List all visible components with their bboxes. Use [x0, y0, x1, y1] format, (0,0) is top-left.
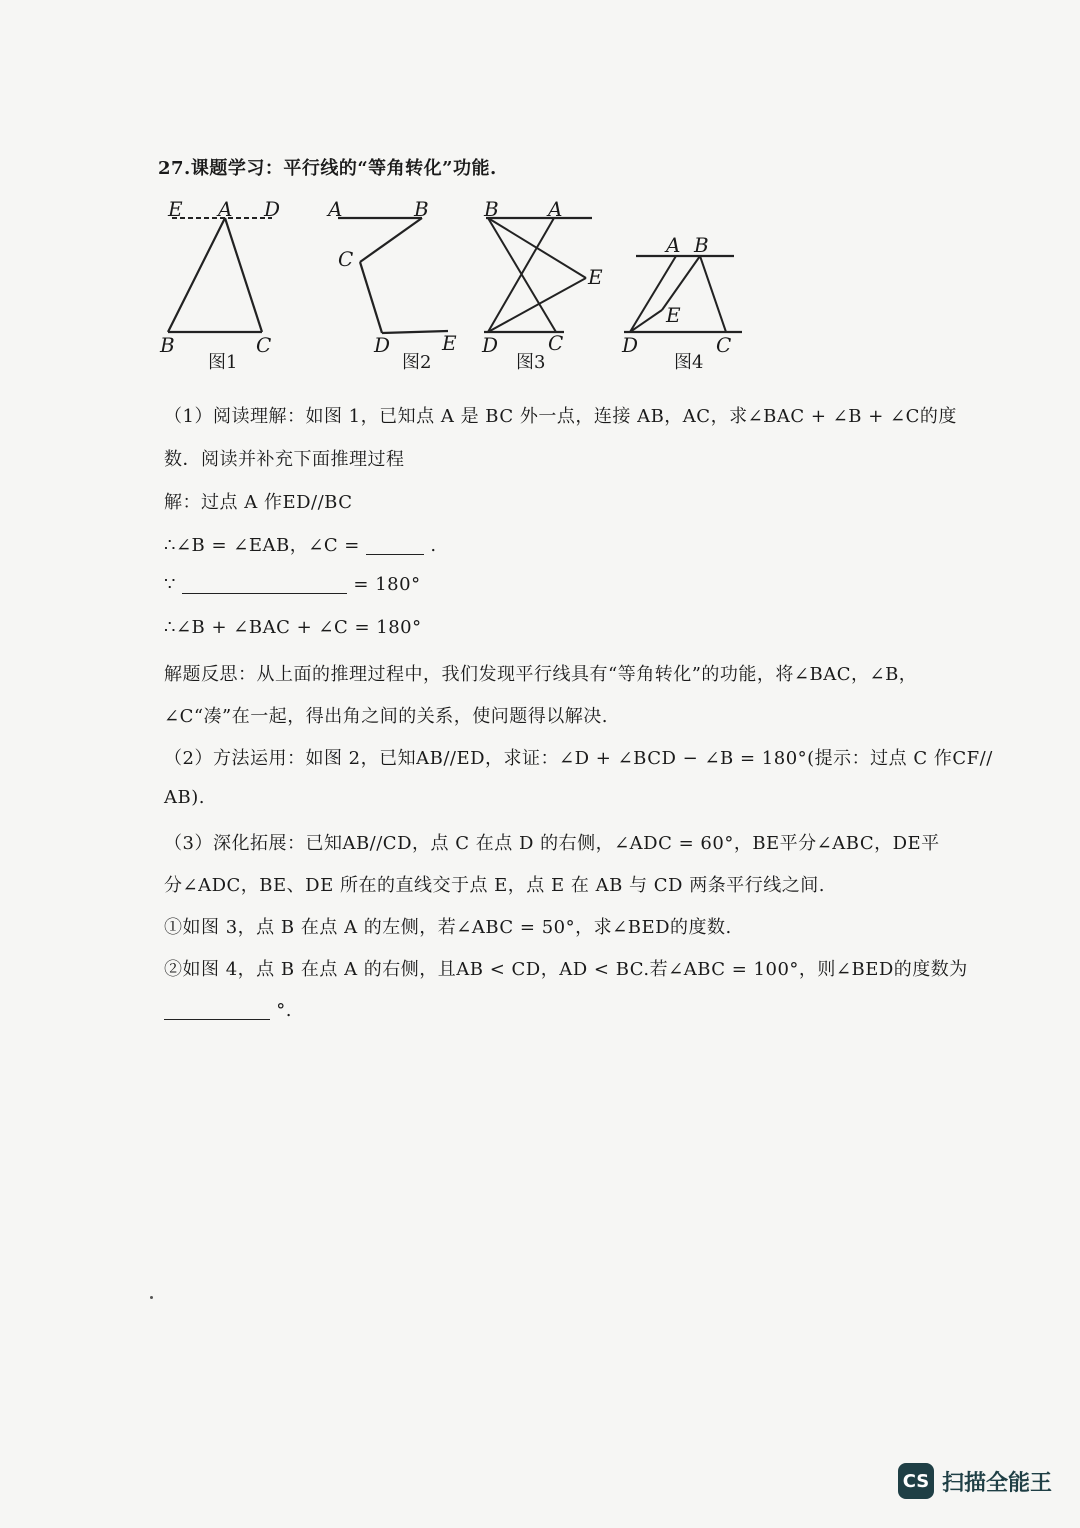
part3-line2: 分∠ADC，BE、DE 所在的直线交于点 E，点 E 在 AB 与 CD 两条平行线之间.: [164, 875, 825, 896]
solution-line4: ∴∠B + ∠BAC + ∠C = 180°: [164, 617, 422, 638]
fig4-label-E: E: [666, 303, 681, 327]
fig4-line-BE: [662, 256, 700, 310]
fig3-label-D: D: [482, 333, 499, 357]
fig1-label-C: C: [256, 333, 272, 357]
fig1-caption: 图1: [208, 352, 238, 373]
camscanner-logo: CS: [898, 1463, 934, 1499]
fig3-label-E: E: [588, 265, 603, 289]
fig1-label-A: A: [218, 197, 233, 221]
fig3-label-B: B: [484, 197, 499, 221]
fig4-label-D: D: [622, 333, 639, 357]
fig1-line-AB: [168, 218, 225, 332]
fig4-label-A: A: [666, 233, 681, 257]
solution-line3-end: = 180°: [353, 574, 421, 595]
fig3-label-A: A: [548, 197, 563, 221]
solution-line2-text: ∴∠B = ∠EAB，∠C =: [164, 535, 360, 556]
answer-blank-sum[interactable]: [182, 575, 347, 594]
figure-2: [326, 197, 457, 373]
part2-line1: （2）方法运用：如图 2，已知AB//ED，求证：∠D + ∠BCD − ∠B = 180°(提示：过点 C 作CF//: [164, 748, 993, 769]
fig1-label-B: B: [160, 333, 175, 357]
fig2-line-CD: [360, 262, 382, 333]
reflection-line1: 解题反思：从上面的推理过程中，我们发现平行线具有“等角转化”的功能，将∠BAC，∠B，: [164, 664, 918, 685]
fig2-line-BC: [360, 218, 422, 262]
fig1-label-D: D: [264, 197, 281, 221]
subquestion-1: ①如图 3，点 B 在点 A 的左侧，若∠ABC = 50°，求∠BED的度数.: [164, 917, 732, 938]
fig2-label-B: B: [414, 197, 429, 221]
solution-line1: 解：过点 A 作ED//BC: [164, 492, 353, 513]
watermark-text: 扫描全能王: [942, 1470, 1053, 1496]
fig1-line-AC: [225, 218, 262, 332]
fig2-caption: 图2: [402, 352, 432, 373]
fig2-label-E: E: [442, 331, 457, 355]
fig2-label-C: C: [338, 247, 354, 271]
fig4-caption: 图4: [674, 352, 704, 373]
fig3-caption: 图3: [516, 352, 546, 373]
part1-line2: 数．阅读并补充下面推理过程: [164, 449, 405, 470]
fig4-label-C: C: [716, 333, 732, 357]
question-title: 27.课题学习：平行线的“等角转化”功能.: [158, 158, 497, 179]
fig3-label-C: C: [548, 331, 564, 355]
fig4-line-DE: [630, 310, 662, 332]
solution-line3-because: ∵: [164, 574, 176, 595]
degree-suffix: °.: [276, 1000, 292, 1021]
scanner-watermark: [898, 1463, 1052, 1499]
fig2-label-D: D: [374, 333, 391, 357]
solution-line3: [164, 574, 421, 595]
answer-blank-angle-c[interactable]: [366, 536, 424, 555]
part1-line1: （1）阅读理解：如图 1，已知点 A 是 BC 外一点，连接 AB，AC，求∠BAC + ∠B + ∠C的度: [164, 406, 957, 427]
figure-1: [159, 197, 280, 373]
figure-4: [621, 233, 742, 373]
fig2-label-A: A: [328, 197, 343, 221]
subquestion-2-answer: [164, 1000, 292, 1021]
fig1-label-E: E: [168, 197, 183, 221]
part2-line2: AB).: [164, 787, 205, 808]
reflection-line2: ∠C“凑”在一起，得出角之间的关系，使问题得以解决.: [164, 706, 608, 727]
figures-row: [150, 190, 770, 380]
part3-line1: （3）深化拓展：已知AB//CD，点 C 在点 D 的右侧，∠ADC = 60°，BE平分∠ABC，DE平: [164, 833, 940, 854]
solution-line2-end: .: [430, 535, 437, 556]
scan-speck: [150, 1296, 153, 1299]
solution-line2: [164, 531, 437, 557]
subquestion-2: ②如图 4，点 B 在点 A 的右侧，且AB < CD，AD < BC.若∠ABC = 100°，则∠BED的度数为: [164, 959, 968, 980]
figure-3: [481, 197, 603, 373]
answer-blank-bed[interactable]: [164, 1001, 270, 1020]
fig4-line-BC: [700, 256, 726, 332]
fig4-label-B: B: [694, 233, 709, 257]
fig2-line-DE: [382, 331, 448, 333]
